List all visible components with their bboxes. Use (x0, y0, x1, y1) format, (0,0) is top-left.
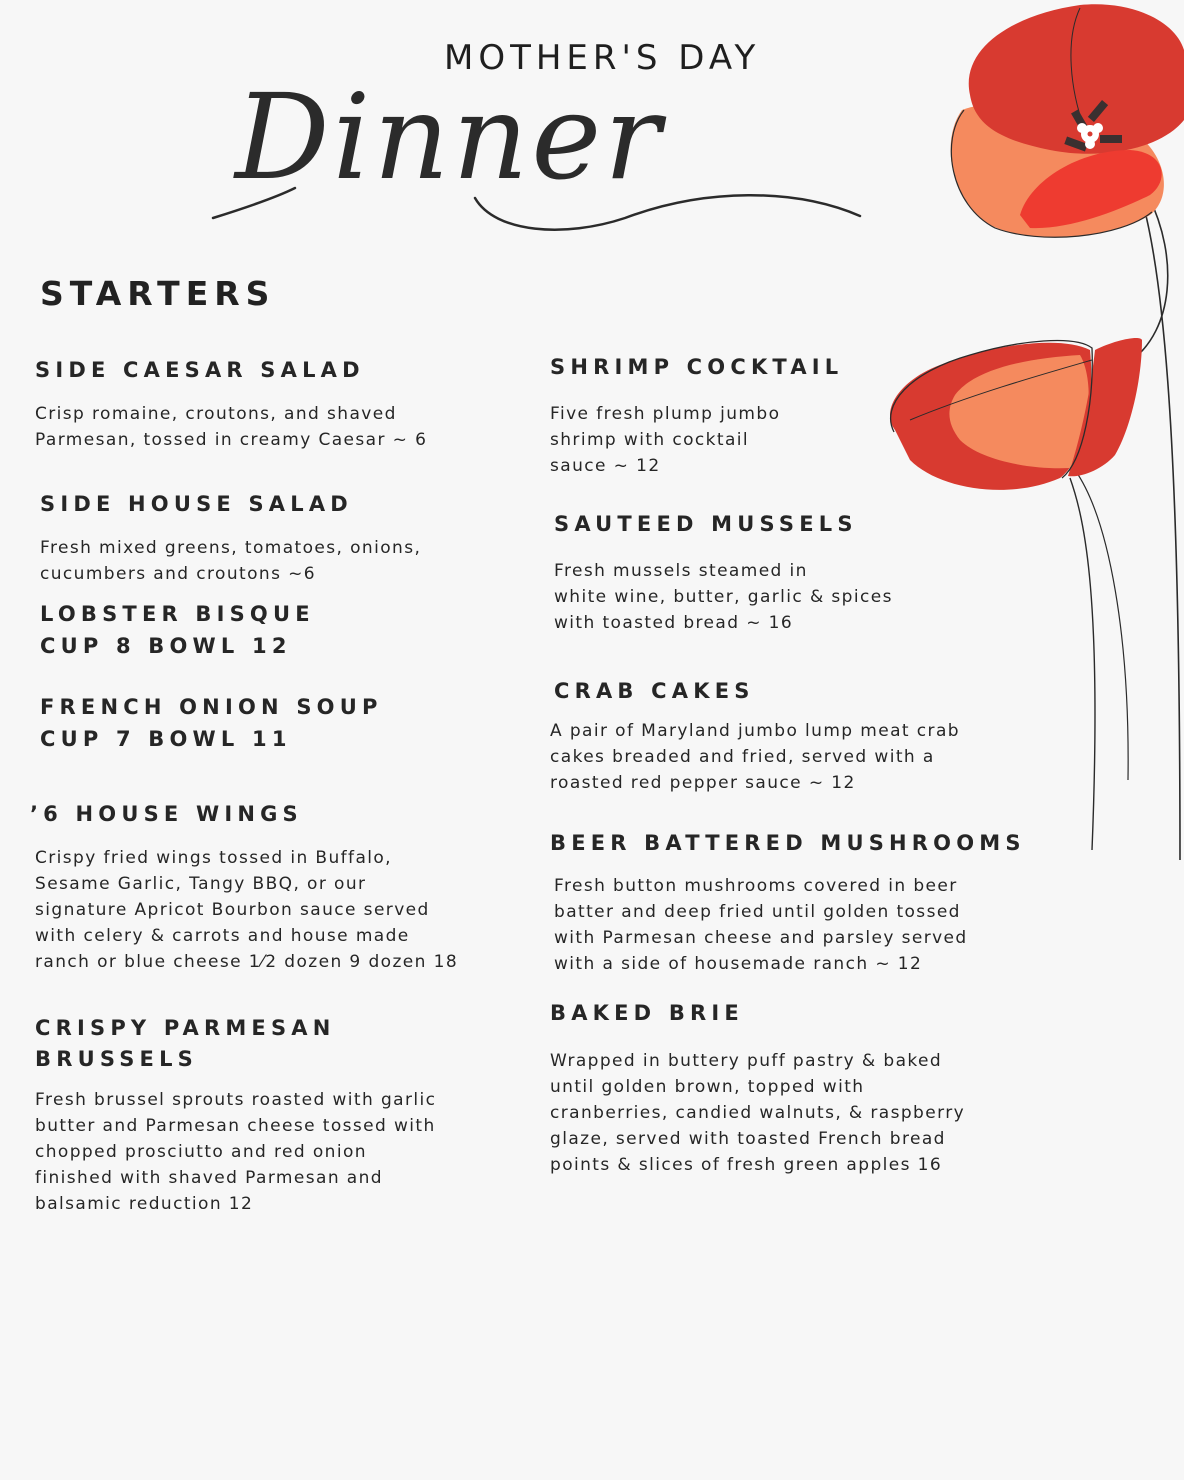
item-description: Crisp romaine, croutons, and shaved Parmesan, tossed in creamy Caesar ~ 6 (35, 404, 428, 450)
item-title: SIDE HOUSE SALAD (40, 492, 353, 516)
item-title: CRAB CAKES (554, 679, 755, 703)
stem-long (1142, 200, 1180, 860)
item-price-line: CUP 7 BOWL 11 (40, 727, 292, 751)
poppy-illustration (880, 0, 1184, 860)
item-description: Crispy fried wings tossed in Buffalo, Sesame Garlic, Tangy BBQ, or our signature Apricot Bourbon sauce served with celery & carrots and house made ranch or blue cheese 1⁄2 dozen 9 dozen 18 (35, 848, 459, 972)
script-title (205, 48, 875, 238)
item-description: Fresh mixed greens, tomatoes, onions, cucumbers and croutons ~6 (40, 538, 422, 584)
stem-lower (1070, 478, 1095, 850)
item-description: Wrapped in buttery puff pastry & baked until golden brown, topped with cranberries, candied walnuts, & raspberry glaze, served with toasted French bread points & slices of fresh green apples 16 (550, 1051, 966, 1175)
item-description: Five fresh plump jumbo shrimp with cocktail sauce ~ 12 (550, 404, 781, 476)
item-title: ’6 HOUSE WINGS (30, 802, 303, 826)
item-description: Fresh mussels steamed in white wine, butter, garlic & spices with toasted bread ~ 16 (554, 561, 893, 633)
item-title-line2: BRUSSELS (35, 1047, 198, 1071)
item-title: CRISPY PARMESAN (35, 1016, 336, 1040)
item-title: LOBSTER BISQUE (40, 602, 315, 626)
section-title: STARTERS (40, 274, 276, 313)
item-description: Fresh button mushrooms covered in beer batter and deep fried until golden tossed with Parmesan cheese and parsley served with a side of housemade ranch ~ 12 (554, 876, 968, 974)
stem-lower-2 (1075, 470, 1128, 780)
item-title: SIDE CAESAR SALAD (35, 358, 365, 382)
upper-petal-dark (969, 4, 1184, 154)
item-title: BEER BATTERED MUSHROOMS (550, 831, 1026, 855)
menu-kicker: MOTHER'S DAY (444, 38, 761, 78)
item-price-line: CUP 8 BOWL 12 (40, 634, 292, 658)
item-title: FRENCH ONION SOUP (40, 695, 383, 719)
item-description: Fresh brussel sprouts roasted with garlic butter and Parmesan cheese tossed with chopped prosciutto and red onion finished with shaved Parmesan and balsamic reduction 12 (35, 1090, 437, 1214)
item-description: A pair of Maryland jumbo lump meat crab cakes breaded and fried, served with a roasted red pepper sauce ~ 12 (550, 721, 960, 793)
item-title: SAUTEED MUSSELS (554, 512, 858, 536)
item-title: BAKED BRIE (550, 1001, 744, 1025)
script-title-text: Dinner (235, 68, 664, 206)
item-title: SHRIMP COCKTAIL (550, 355, 844, 379)
